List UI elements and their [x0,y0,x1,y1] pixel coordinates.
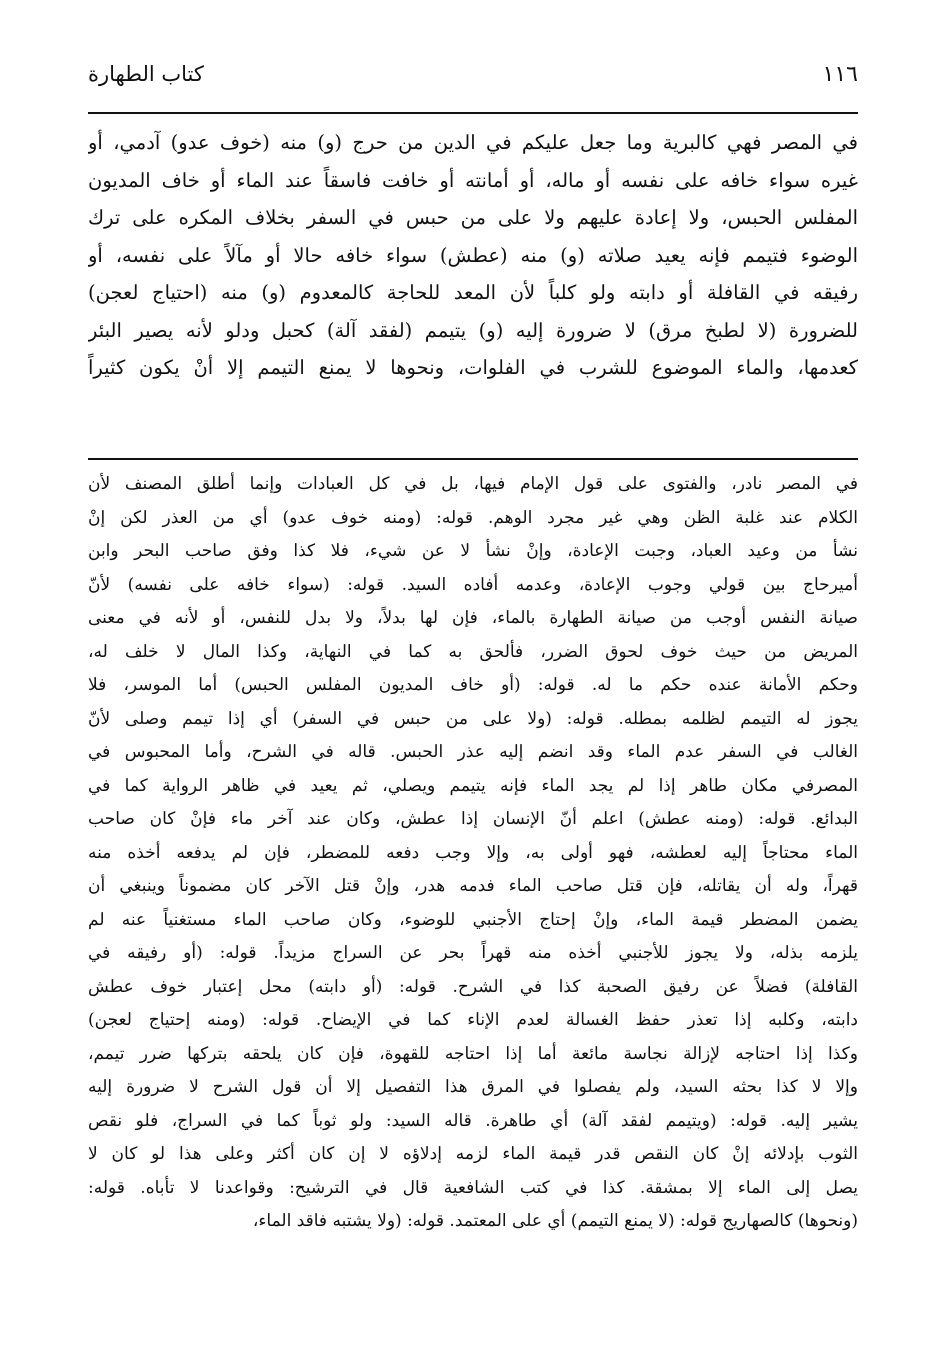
commentary-line: القافلة) فضلاً عن رفيق الصحبة كذا في الشرح. قوله: (أو دابته) محل إعتبار خوف عطش [88,976,858,997]
commentary-line: المريض من حيث خوف لحوق الضرر، فألحق به كما في النهاية، وكذا المال لا خلف له، [88,641,858,662]
running-title: كتاب الطهارة [88,62,204,86]
commentary-line: في المصر نادر، والفتوى على قول الإمام فيها، بل في كل العبادات وإنما أطلق المصنف لأن [88,474,858,494]
commentary-line: الكلام عند غلبة الظن وهي غير مجرد الوهم. قوله: (ومنه خوف عدو) أي من العذر لكن إنْ [88,507,858,528]
commentary-line: الثوب بإدلائه إنْ كان النقص قدر قيمة الماء لزمه إدلاؤه لا إن كان أكثر وعلى هذا لو كان لا [88,1144,858,1164]
main-text-line: رفيقه في القافلة أو دابته ولو كلباً لأن المعد للحاجة كالمعدوم (و) منه (احتياج لعجن) [88,281,858,304]
main-text-line: المفلس الحبس، ولا إعادة عليهم ولا على من حبس في السفر بخلاف المكره على ترك [88,206,858,229]
commentary-line: الماء محتاجاً إليه لعطشه، فهو أولى به، وإلا وجب دفعه للمضطر، فإن لم يدفعه أخذه منه [88,842,858,863]
header-rule [88,112,858,114]
commentary-line: (ونحوها) كالصهاريج قوله: (لا يمنع التيمم) أي على المعتمد. قوله: (ولا يشتبه فاقد الماء، [252,1211,858,1231]
commentary-line: وحكم الأمانة عنده حكم ما له. قوله: (أو خاف المديون المفلس الحبس) أما الموسر، فلا [88,675,858,695]
commentary-line: الغالب في السفر عدم الماء وقد انضم إليه عذر الحبس. قاله في الشرح، وأما المحبوس في [88,742,858,762]
page-header [88,62,858,92]
commentary-line: يضمن المضطر قيمة الماء، وإنْ إحتاج الأجنبي للوضوء، وكان صاحب الماء مستغنياً عنه لم [88,909,858,930]
commentary-line: نشأ من وعيد العباد، وجبت الإعادة، وإنْ نشأ لا عن شيء، فلا كذا وفق صاحب البحر وابن [88,541,858,561]
main-text-block [88,124,858,387]
main-text-line: في المصر فهي كالبرية وما جعل عليكم في الدين من حرج (و) منه (خوف عدو) آدمي، أو [88,131,858,154]
commentary-line: المصرفي مكان طاهر إذا لم يجد الماء فإنه يتيمم ويصلي، ثم يعيد في ظاهر الرواية كما في [88,775,858,796]
commentary-line: البدائع. قوله: (ومنه عطش) اعلم أنّ الإنسان إذا عطش، وكان عند آخر ماء فإنْ كان صاحب [88,809,858,829]
footnote-separator [88,458,858,460]
main-text-line: غيره سواء خافه على نفسه أو ماله، أو أمانته أو خافت فاسقاً عند الماء أو خاف المديون [88,168,858,192]
commentary-line: يلزمه بذله، ولا يجوز للأجنبي أخذه منه قهراً بحر عن السراج مزيداً. قوله: (أو رفيقه في [88,943,858,963]
commentary-line: وإلا لا كذا بحثه السيد، ولم يفصلوا في المرق هذا التفصيل إلا أن قول الشرح لا ضرورة إليه [88,1077,858,1097]
main-text-line: كعدمها، والماء الموضوع للشرب في الفلوات، ونحوها لا يمنع التيمم إلا أنْ يكون كثيراً [88,356,858,379]
commentary-line: قهراً، وله أن يقاتله، فإن قتل صاحب الماء فدمه هدر، وإنْ قتل الآخر كان مضموناً وينبغي أن [88,876,858,896]
commentary-block [88,468,858,1239]
main-text-line: للضرورة (لا لطبخ مرق) لا ضرورة إليه (و) يتيمم (لفقد آلة) كحبل ودلو لأنه يصير البئر [88,318,858,342]
page-number: ١١٦ [822,62,858,87]
main-text-line: الوضوء فتيمم فإنه يعيد صلاته (و) منه (عطش) سواء خافه حالا أو مآلاً على نفسه، أو [88,243,858,267]
commentary-line: يصل إلى الماء إلا بمشقة. كذا في كتب الشافعية قال في الترشيح: وقواعدنا لا تأباه. قوله: [88,1177,858,1198]
commentary-line: يشير إليه. قوله: (ويتيمم لفقد آلة) أي طاهرة. قاله السيد: ولو ثوباً كما في السراج، فلو نقص [88,1110,858,1131]
commentary-line: صيانة النفس أوجب من صيانة الطهارة بالماء، فإن لها بدلاً، ولا بدل للنفس، أو لأنه في معنى [88,608,858,628]
commentary-line: أميرحاج بين قولي وجوب الإعادة، وعدمه أفاده السيد. قوله: (سواء خافه على نفسه) لأنّ [88,574,858,595]
commentary-line: دابته، وكلبه إذا تعذر حفظ الغسالة لعدم الإناء كما في الإيضاح. قوله: (ومنه إحتياج لعجن) [88,1010,858,1030]
commentary-line: وكذا إذا احتاجه لإزالة نجاسة مائعة أما إذا احتاجه للقهوة، فإن كان يلحقه بتركها ضرر تيمم، [88,1043,858,1064]
book-page [88,0,858,1363]
commentary-line: يجوز له التيمم لظلمه بمطله. قوله: (ولا على من حبس في السفر) أي إذا تيمم وصلى لأنّ [88,708,858,729]
